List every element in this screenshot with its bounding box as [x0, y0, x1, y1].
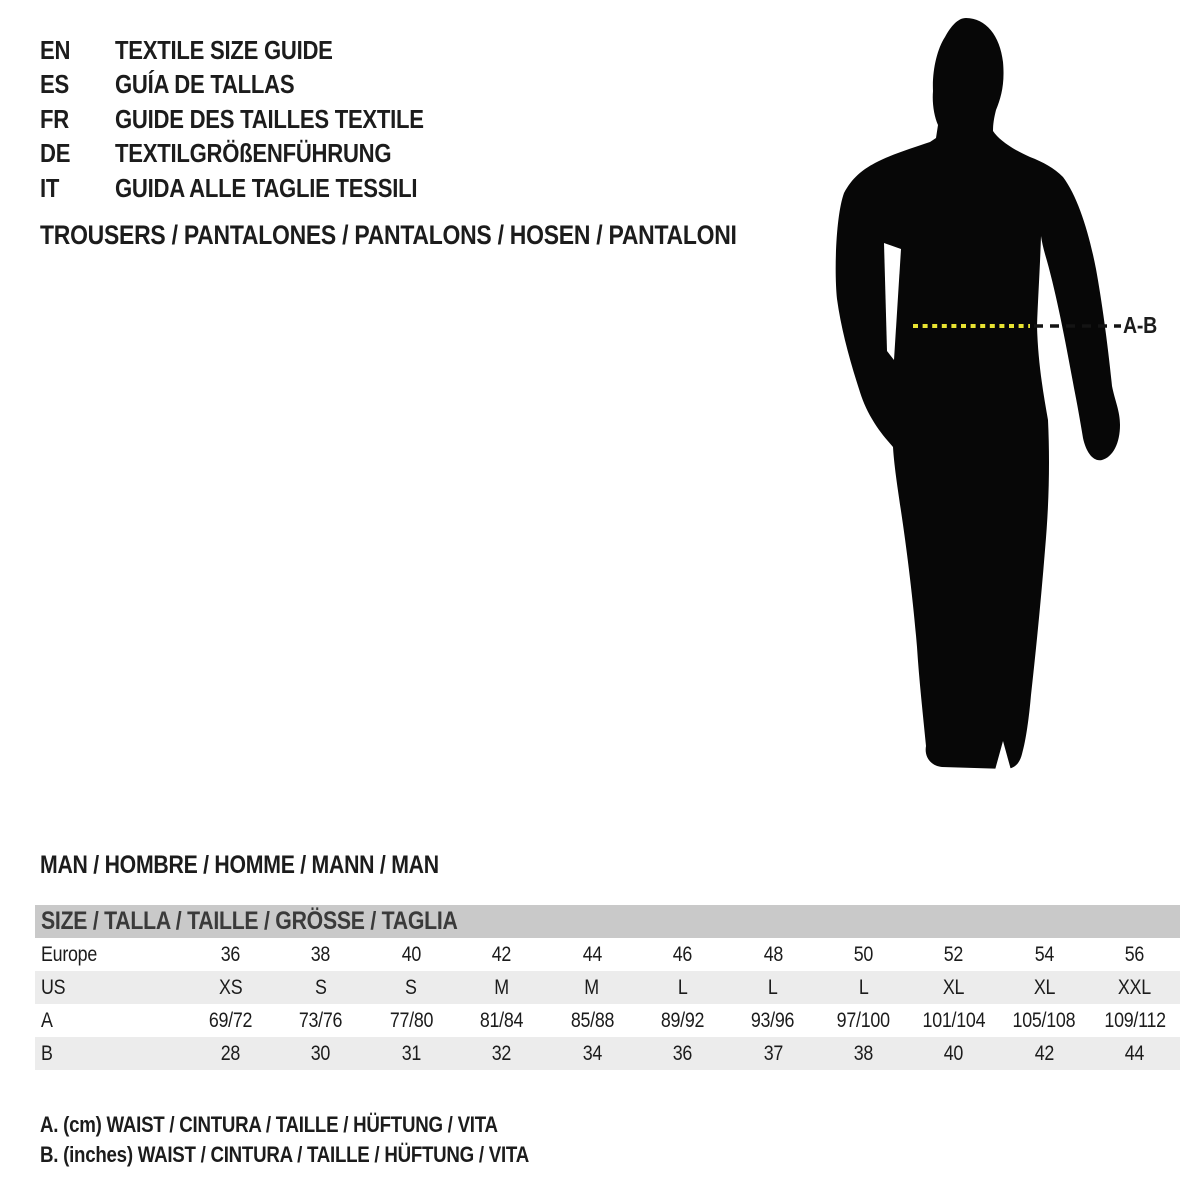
table-cell: 97/100 [836, 1008, 890, 1032]
table-cell: 42 [1034, 1041, 1054, 1065]
guide-title: GUIDA ALLE TAGLIE TESSILI [115, 172, 418, 203]
table-cell: L [858, 975, 869, 999]
language-row-en [40, 33, 478, 68]
table-cell: 38 [853, 1041, 874, 1065]
size-table [35, 905, 1180, 1070]
language-row-es [40, 68, 478, 103]
table-cell: 40 [944, 1041, 964, 1065]
size-table-header: SIZE / TALLA / TAILLE / GRÖSSE / TAGLIA [35, 905, 1180, 938]
table-row [35, 1037, 1180, 1070]
table-cell: 56 [1125, 942, 1145, 966]
footnote-inches: B. (inches) WAIST / CINTURA / TAILLE / HÜFTUNG / VITA [40, 1142, 529, 1167]
table-cell: XL [1033, 975, 1055, 999]
table-cell: XXL [1118, 975, 1152, 999]
guide-title: TEXTILGRÖßENFÜHRUNG [115, 138, 392, 169]
size-table-rows [35, 938, 1180, 1070]
table-cell: 44 [1125, 1041, 1145, 1065]
table-cell: 42 [491, 942, 512, 966]
language-row-it [40, 171, 478, 206]
language-code: FR [40, 103, 69, 134]
table-cell: 28 [220, 1041, 240, 1065]
table-cell: 37 [763, 1041, 783, 1065]
language-code: IT [40, 172, 60, 203]
table-cell: 36 [220, 942, 240, 966]
table-cell: 81/84 [479, 1008, 524, 1032]
table-cell: 93/96 [751, 1008, 795, 1032]
table-cell: M [584, 975, 600, 999]
table-cell: 52 [944, 942, 964, 966]
table-cell: 101/104 [922, 1008, 986, 1032]
row-label: Europe [41, 942, 98, 966]
man-silhouette-shape [836, 18, 1120, 769]
table-cell: S [405, 975, 417, 999]
row-label: B [41, 1041, 53, 1065]
language-code: DE [40, 138, 71, 169]
guide-title: GUÍA DE TALLAS [115, 69, 295, 100]
section-title-man: MAN / HOMBRE / HOMME / MANN / MAN [40, 851, 439, 879]
table-row [35, 1004, 1180, 1037]
table-cell: 69/72 [208, 1008, 252, 1032]
language-title-list [40, 33, 478, 206]
product-category-title: TROUSERS / PANTALONES / PANTALONS / HOSEN / PANTALONI [40, 220, 737, 250]
row-label: A [41, 1008, 53, 1032]
table-cell: 105/108 [1012, 1008, 1076, 1032]
table-cell: 73/76 [298, 1008, 343, 1032]
table-row [35, 938, 1180, 971]
table-cell: 50 [853, 942, 874, 966]
table-cell: 40 [401, 942, 421, 966]
language-row-de [40, 137, 478, 172]
table-cell: 46 [672, 942, 693, 966]
table-cell: 109/112 [1104, 1008, 1166, 1032]
table-cell: 77/80 [389, 1008, 433, 1032]
table-cell: 85/88 [570, 1008, 614, 1032]
footnote-cm: A. (cm) WAIST / CINTURA / TAILLE / HÜFTUNG / VITA [40, 1112, 498, 1137]
table-cell: 38 [311, 942, 331, 966]
table-cell: 48 [763, 942, 783, 966]
table-cell: 32 [491, 1041, 512, 1065]
table-cell: 34 [582, 1041, 602, 1065]
man-silhouette [790, 0, 1190, 800]
table-cell: 89/92 [660, 1008, 705, 1032]
table-cell: 31 [401, 1041, 421, 1065]
table-row [35, 971, 1180, 1004]
language-code: ES [40, 69, 69, 100]
row-label: US [41, 975, 66, 999]
table-cell: 54 [1034, 942, 1054, 966]
language-row-fr [40, 102, 478, 137]
table-cell: L [677, 975, 688, 999]
table-cell: 30 [311, 1041, 331, 1065]
waist-measure-label: A-B [1123, 312, 1157, 338]
table-cell: L [768, 975, 778, 999]
guide-title: TEXTILE SIZE GUIDE [115, 34, 333, 65]
table-cell: 44 [582, 942, 602, 966]
language-code: EN [40, 34, 71, 65]
table-cell: 36 [672, 1041, 693, 1065]
table-cell: XL [943, 975, 965, 999]
guide-title: GUIDE DES TAILLES TEXTILE [115, 103, 424, 134]
table-cell: XS [218, 975, 242, 999]
table-cell: S [314, 975, 327, 999]
table-cell: M [494, 975, 509, 999]
